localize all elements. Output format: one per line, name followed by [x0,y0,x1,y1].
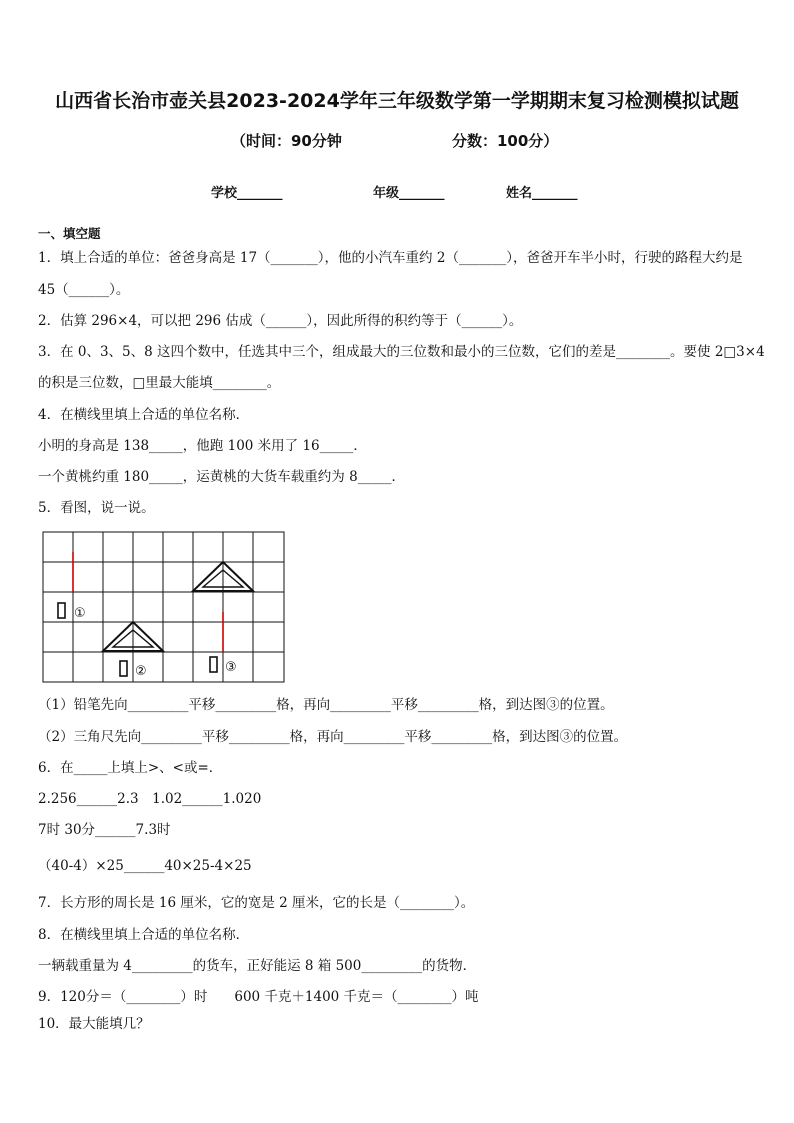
question-6: 6．在_____上填上>、<或=． [38,760,223,776]
question-6-part-c: （40-4）×25______40×25-4×25 [38,858,252,874]
pencil-shape-1 [58,603,65,618]
question-10: 10．最大能填几？ [38,1016,150,1032]
question-8: 8．在横线里填上合适的单位名称． [38,927,250,943]
question-8-part-a: 一辆载重量为 4_________的货车，正好能运 8 箱 500_________的货物． [38,958,477,974]
pencil-shape-2 [120,661,127,676]
question-4-part-a: 小明的身高是 138_____，他跑 100 米用了 16_____． [38,438,367,454]
figure-label-1: ① [74,606,86,621]
question-3-line-2: 的积是三位数，□里最大能填________。 [38,375,281,391]
school-field: 学校_______ [211,186,283,201]
question-9: 9．120分＝（________）时 600 千克＋1400 千克＝（________）吨 [38,989,479,1005]
section-heading: 一、填空题 [38,226,101,241]
figure-label-3: ③ [225,660,237,675]
question-1-line-2: 45（______）。 [38,282,130,298]
question-5-part-1: （1）铅笔先向_________平移_________格，再向_________平移_________格，到达图③的位置。 [38,697,614,713]
question-4: 4．在横线里填上合适的单位名称． [38,407,250,423]
grade-field: 年级_______ [373,186,445,201]
translation-grid-figure [40,530,290,686]
question-4-part-b: 一个黄桃约重 180_____，运黄桃的大货车载重约为 8_____． [38,469,405,485]
question-5: 5．看图，说一说。 [38,500,155,516]
figure-label-2: ② [135,664,147,679]
exam-time: （时间：90分钟 [231,132,342,150]
name-field: 姓名_______ [506,186,578,201]
exam-score: 分数：100分） [452,132,559,150]
question-5-part-2: （2）三角尺先向_________平移_________格，再向_________平移_________格，到达图③的位置。 [38,729,628,745]
question-6-part-b: 7时 30分______7.3时 [38,822,171,838]
question-3-line-1: 3．在 0、3、5、8 这四个数中，任选其中三个，组成最大的三位数和最小的三位数，它们的差是________。要使 2□3×4 [38,344,765,360]
question-2: 2．估算 296×4，可以把 296 估成（______），因此所得的积约等于（______）。 [38,313,523,329]
pencil-shape-3 [210,657,217,672]
page-title: 山西省长治市壶关县2023-2024学年三年级数学第一学期期末复习检测模拟试题 [55,90,739,112]
question-7: 7．长方形的周长是 16 厘米，它的宽是 2 厘米，它的长是（________）。 [38,895,475,911]
question-6-part-a: 2.256______2.3 1.02______1.020 [38,791,262,807]
question-1-line-1: 1．填上合适的单位：爸爸身高是 17（_______），他的小汽车重约 2（_______），爸爸开车半小时，行驶的路程大约是 [38,250,743,266]
